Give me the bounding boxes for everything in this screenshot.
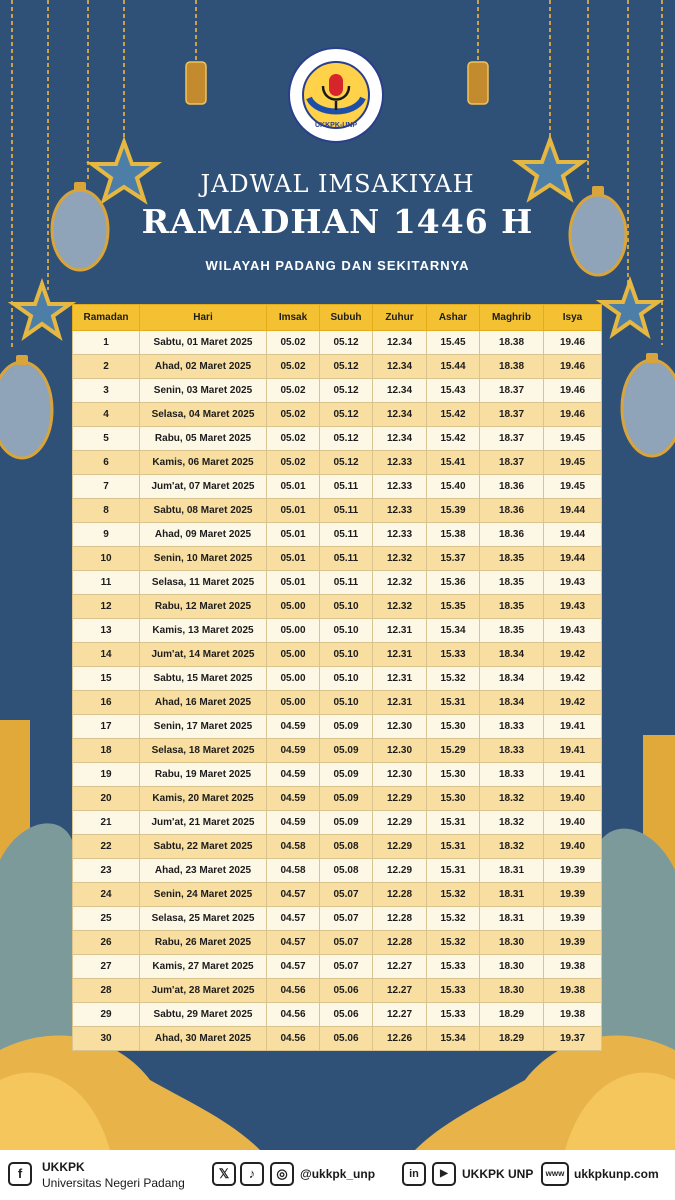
cell-subuh: 05.12 xyxy=(320,403,373,427)
cell-hari: Selasa, 25 Maret 2025 xyxy=(140,907,267,931)
cell-isya: 19.46 xyxy=(544,379,602,403)
cell-ashar: 15.32 xyxy=(427,931,480,955)
cell-ashar: 15.31 xyxy=(427,691,480,715)
col-header-hari: Hari xyxy=(140,305,267,331)
table-row xyxy=(73,1003,602,1027)
cell-ashar: 15.41 xyxy=(427,451,480,475)
table-row xyxy=(73,427,602,451)
cell-maghrib: 18.32 xyxy=(480,835,544,859)
cell-zuhur: 12.30 xyxy=(373,763,427,787)
cell-isya: 19.46 xyxy=(544,403,602,427)
cell-zuhur: 12.26 xyxy=(373,1027,427,1051)
cell-zuhur: 12.29 xyxy=(373,787,427,811)
cell-isya: 19.41 xyxy=(544,763,602,787)
cell-zuhur: 12.31 xyxy=(373,667,427,691)
cell-ramadan-day: 23 xyxy=(73,859,140,883)
cell-subuh: 05.09 xyxy=(320,739,373,763)
footer xyxy=(0,1150,675,1200)
table-row xyxy=(73,739,602,763)
cell-imsak: 04.59 xyxy=(267,811,320,835)
cell-ramadan-day: 6 xyxy=(73,451,140,475)
cell-isya: 19.45 xyxy=(544,451,602,475)
cell-maghrib: 18.33 xyxy=(480,763,544,787)
cell-zuhur: 12.30 xyxy=(373,739,427,763)
cell-maghrib: 18.31 xyxy=(480,883,544,907)
footer-website[interactable]: ukkpkunp.com xyxy=(574,1167,659,1181)
cell-ashar: 15.45 xyxy=(427,331,480,355)
cell-isya: 19.39 xyxy=(544,883,602,907)
col-header-subuh: Subuh xyxy=(320,305,373,331)
cell-isya: 19.44 xyxy=(544,523,602,547)
cell-hari: Jum'at, 07 Maret 2025 xyxy=(140,475,267,499)
cell-maghrib: 18.29 xyxy=(480,1003,544,1027)
cell-hari: Rabu, 19 Maret 2025 xyxy=(140,763,267,787)
cell-isya: 19.39 xyxy=(544,859,602,883)
cell-maghrib: 18.34 xyxy=(480,691,544,715)
table-row xyxy=(73,643,602,667)
cell-ramadan-day: 7 xyxy=(73,475,140,499)
cell-subuh: 05.09 xyxy=(320,811,373,835)
cell-ashar: 15.44 xyxy=(427,355,480,379)
cell-ramadan-day: 26 xyxy=(73,931,140,955)
cell-ramadan-day: 19 xyxy=(73,763,140,787)
cell-ramadan-day: 1 xyxy=(73,331,140,355)
cell-maghrib: 18.35 xyxy=(480,619,544,643)
cell-ashar: 15.31 xyxy=(427,835,480,859)
table-row xyxy=(73,451,602,475)
linkedin-icon[interactable]: in xyxy=(402,1162,426,1186)
cell-hari: Sabtu, 01 Maret 2025 xyxy=(140,331,267,355)
cell-isya: 19.46 xyxy=(544,331,602,355)
table-row xyxy=(73,379,602,403)
cell-zuhur: 12.32 xyxy=(373,571,427,595)
cell-ashar: 15.42 xyxy=(427,403,480,427)
cell-isya: 19.40 xyxy=(544,835,602,859)
cell-ashar: 15.30 xyxy=(427,715,480,739)
table-row xyxy=(73,475,602,499)
cell-zuhur: 12.31 xyxy=(373,643,427,667)
cell-imsak: 04.57 xyxy=(267,955,320,979)
cell-maghrib: 18.32 xyxy=(480,811,544,835)
table-row xyxy=(73,931,602,955)
cell-isya: 19.39 xyxy=(544,931,602,955)
cell-zuhur: 12.33 xyxy=(373,499,427,523)
cell-zuhur: 12.34 xyxy=(373,355,427,379)
cell-imsak: 05.01 xyxy=(267,475,320,499)
cell-imsak: 04.57 xyxy=(267,931,320,955)
cell-imsak: 05.00 xyxy=(267,643,320,667)
table-row xyxy=(73,523,602,547)
cell-isya: 19.38 xyxy=(544,1003,602,1027)
cell-maghrib: 18.36 xyxy=(480,475,544,499)
cell-maghrib: 18.30 xyxy=(480,931,544,955)
table-row xyxy=(73,787,602,811)
table-row xyxy=(73,667,602,691)
table-row xyxy=(73,331,602,355)
table-row xyxy=(73,763,602,787)
cell-ramadan-day: 9 xyxy=(73,523,140,547)
cell-zuhur: 12.28 xyxy=(373,907,427,931)
cell-zuhur: 12.34 xyxy=(373,427,427,451)
cell-subuh: 05.08 xyxy=(320,835,373,859)
cell-maghrib: 18.37 xyxy=(480,379,544,403)
cell-maghrib: 18.30 xyxy=(480,955,544,979)
cell-isya: 19.44 xyxy=(544,547,602,571)
cell-maghrib: 18.34 xyxy=(480,667,544,691)
cell-ramadan-day: 30 xyxy=(73,1027,140,1051)
table-row xyxy=(73,619,602,643)
cell-zuhur: 12.32 xyxy=(373,595,427,619)
cell-hari: Senin, 24 Maret 2025 xyxy=(140,883,267,907)
facebook-icon[interactable]: f xyxy=(8,1162,32,1186)
cell-ashar: 15.32 xyxy=(427,667,480,691)
cell-subuh: 05.11 xyxy=(320,547,373,571)
cell-subuh: 05.12 xyxy=(320,379,373,403)
cell-imsak: 05.02 xyxy=(267,451,320,475)
cell-imsak: 04.56 xyxy=(267,1003,320,1027)
cell-ramadan-day: 13 xyxy=(73,619,140,643)
cell-maghrib: 18.38 xyxy=(480,355,544,379)
cell-imsak: 05.02 xyxy=(267,355,320,379)
cell-subuh: 05.09 xyxy=(320,763,373,787)
cell-hari: Selasa, 04 Maret 2025 xyxy=(140,403,267,427)
cell-ramadan-day: 16 xyxy=(73,691,140,715)
cell-maghrib: 18.35 xyxy=(480,547,544,571)
table-row xyxy=(73,547,602,571)
footer-university: Universitas Negeri Padang xyxy=(42,1176,185,1190)
cell-imsak: 04.56 xyxy=(267,1027,320,1051)
cell-isya: 19.44 xyxy=(544,499,602,523)
cell-imsak: 05.00 xyxy=(267,595,320,619)
cell-isya: 19.41 xyxy=(544,739,602,763)
cell-isya: 19.40 xyxy=(544,787,602,811)
cell-isya: 19.45 xyxy=(544,427,602,451)
cell-maghrib: 18.37 xyxy=(480,451,544,475)
cell-hari: Rabu, 26 Maret 2025 xyxy=(140,931,267,955)
col-header-maghrib: Maghrib xyxy=(480,305,544,331)
cell-zuhur: 12.27 xyxy=(373,979,427,1003)
table-row xyxy=(73,691,602,715)
cell-subuh: 05.12 xyxy=(320,331,373,355)
cell-ramadan-day: 24 xyxy=(73,883,140,907)
cell-maghrib: 18.35 xyxy=(480,595,544,619)
col-header-ashar: Ashar xyxy=(427,305,480,331)
cell-isya: 19.42 xyxy=(544,691,602,715)
cell-hari: Rabu, 05 Maret 2025 xyxy=(140,427,267,451)
cell-subuh: 05.07 xyxy=(320,907,373,931)
cell-ashar: 15.32 xyxy=(427,883,480,907)
cell-subuh: 05.09 xyxy=(320,787,373,811)
cell-ramadan-day: 4 xyxy=(73,403,140,427)
table-row xyxy=(73,595,602,619)
table-row xyxy=(73,1027,602,1051)
cell-subuh: 05.10 xyxy=(320,619,373,643)
cell-maghrib: 18.37 xyxy=(480,427,544,451)
cell-ramadan-day: 18 xyxy=(73,739,140,763)
cell-zuhur: 12.32 xyxy=(373,547,427,571)
cell-isya: 19.42 xyxy=(544,667,602,691)
table-row xyxy=(73,355,602,379)
cell-imsak: 05.00 xyxy=(267,619,320,643)
cell-imsak: 05.00 xyxy=(267,691,320,715)
cell-zuhur: 12.27 xyxy=(373,955,427,979)
col-header-isya: Isya xyxy=(544,305,602,331)
cell-ashar: 15.43 xyxy=(427,379,480,403)
cell-maghrib: 18.36 xyxy=(480,523,544,547)
cell-imsak: 05.00 xyxy=(267,667,320,691)
cell-ashar: 15.39 xyxy=(427,499,480,523)
cell-imsak: 05.01 xyxy=(267,571,320,595)
cell-maghrib: 18.32 xyxy=(480,787,544,811)
cell-subuh: 05.12 xyxy=(320,355,373,379)
cell-hari: Jum'at, 21 Maret 2025 xyxy=(140,811,267,835)
cell-ramadan-day: 3 xyxy=(73,379,140,403)
cell-imsak: 04.59 xyxy=(267,715,320,739)
cell-zuhur: 12.28 xyxy=(373,931,427,955)
cell-maghrib: 18.37 xyxy=(480,403,544,427)
cell-hari: Selasa, 18 Maret 2025 xyxy=(140,739,267,763)
cell-subuh: 05.06 xyxy=(320,1003,373,1027)
subtitle: WILAYAH PADANG DAN SEKITARNYA xyxy=(205,258,470,273)
cell-zuhur: 12.30 xyxy=(373,715,427,739)
cell-ashar: 15.33 xyxy=(427,955,480,979)
cell-imsak: 04.59 xyxy=(267,763,320,787)
cell-ramadan-day: 20 xyxy=(73,787,140,811)
table-row xyxy=(73,811,602,835)
col-header-zuhur: Zuhur xyxy=(373,305,427,331)
x-icon[interactable]: 𝕏 xyxy=(212,1162,236,1186)
cell-maghrib: 18.34 xyxy=(480,643,544,667)
cell-maghrib: 18.38 xyxy=(480,331,544,355)
cell-hari: Senin, 10 Maret 2025 xyxy=(140,547,267,571)
instagram-icon[interactable]: ◎ xyxy=(270,1162,294,1186)
cell-subuh: 05.09 xyxy=(320,715,373,739)
table-row xyxy=(73,859,602,883)
cell-hari: Sabtu, 08 Maret 2025 xyxy=(140,499,267,523)
cell-imsak: 05.02 xyxy=(267,331,320,355)
cell-ashar: 15.38 xyxy=(427,523,480,547)
cell-imsak: 04.58 xyxy=(267,835,320,859)
cell-imsak: 05.02 xyxy=(267,403,320,427)
logo-text: UKKPK-UNP xyxy=(315,122,357,129)
cell-isya: 19.45 xyxy=(544,475,602,499)
cell-imsak: 05.02 xyxy=(267,379,320,403)
youtube-icon[interactable]: ▶ xyxy=(432,1162,456,1186)
cell-ramadan-day: 14 xyxy=(73,643,140,667)
cell-ashar: 15.42 xyxy=(427,427,480,451)
cell-maghrib: 18.35 xyxy=(480,571,544,595)
cell-ramadan-day: 29 xyxy=(73,1003,140,1027)
cell-isya: 19.42 xyxy=(544,643,602,667)
cell-hari: Ahad, 16 Maret 2025 xyxy=(140,691,267,715)
cell-zuhur: 12.29 xyxy=(373,859,427,883)
cell-imsak: 04.59 xyxy=(267,739,320,763)
cell-ashar: 15.33 xyxy=(427,979,480,1003)
cell-ashar: 15.31 xyxy=(427,811,480,835)
cell-hari: Kamis, 20 Maret 2025 xyxy=(140,787,267,811)
cell-maghrib: 18.31 xyxy=(480,907,544,931)
cell-ashar: 15.37 xyxy=(427,547,480,571)
cell-hari: Selasa, 11 Maret 2025 xyxy=(140,571,267,595)
cell-hari: Ahad, 02 Maret 2025 xyxy=(140,355,267,379)
cell-subuh: 05.11 xyxy=(320,475,373,499)
cell-ashar: 15.33 xyxy=(427,1003,480,1027)
cell-ashar: 15.34 xyxy=(427,1027,480,1051)
cell-hari: Kamis, 06 Maret 2025 xyxy=(140,451,267,475)
table-row xyxy=(73,499,602,523)
cell-isya: 19.39 xyxy=(544,907,602,931)
table-row xyxy=(73,907,602,931)
cell-hari: Kamis, 13 Maret 2025 xyxy=(140,619,267,643)
cell-imsak: 04.58 xyxy=(267,859,320,883)
cell-subuh: 05.12 xyxy=(320,451,373,475)
cell-zuhur: 12.34 xyxy=(373,403,427,427)
table-row xyxy=(73,955,602,979)
cell-subuh: 05.11 xyxy=(320,499,373,523)
cell-hari: Jum'at, 28 Maret 2025 xyxy=(140,979,267,1003)
cell-imsak: 04.57 xyxy=(267,883,320,907)
cell-hari: Sabtu, 29 Maret 2025 xyxy=(140,1003,267,1027)
tiktok-icon[interactable]: ♪ xyxy=(240,1162,264,1186)
cell-ramadan-day: 15 xyxy=(73,667,140,691)
cell-maghrib: 18.33 xyxy=(480,739,544,763)
table-header-row xyxy=(73,305,602,331)
cell-imsak: 04.59 xyxy=(267,787,320,811)
cell-ashar: 15.35 xyxy=(427,595,480,619)
cell-zuhur: 12.27 xyxy=(373,1003,427,1027)
table-row xyxy=(73,979,602,1003)
cell-zuhur: 12.28 xyxy=(373,883,427,907)
cell-ashar: 15.33 xyxy=(427,643,480,667)
cell-isya: 19.46 xyxy=(544,355,602,379)
footer-org-name: UKKPK xyxy=(42,1160,85,1174)
cell-subuh: 05.11 xyxy=(320,523,373,547)
cell-imsak: 04.57 xyxy=(267,907,320,931)
table-row xyxy=(73,883,602,907)
cell-hari: Kamis, 27 Maret 2025 xyxy=(140,955,267,979)
table-row xyxy=(73,571,602,595)
cell-imsak: 04.56 xyxy=(267,979,320,1003)
cell-isya: 19.43 xyxy=(544,571,602,595)
cell-isya: 19.38 xyxy=(544,955,602,979)
cell-hari: Jum'at, 14 Maret 2025 xyxy=(140,643,267,667)
cell-ashar: 15.31 xyxy=(427,859,480,883)
table-row xyxy=(73,403,602,427)
cell-ramadan-day: 21 xyxy=(73,811,140,835)
cell-zuhur: 12.31 xyxy=(373,619,427,643)
col-header-imsak: Imsak xyxy=(267,305,320,331)
cell-hari: Sabtu, 15 Maret 2025 xyxy=(140,667,267,691)
cell-maghrib: 18.33 xyxy=(480,715,544,739)
cell-maghrib: 18.31 xyxy=(480,859,544,883)
cell-zuhur: 12.33 xyxy=(373,523,427,547)
cell-ramadan-day: 8 xyxy=(73,499,140,523)
cell-zuhur: 12.29 xyxy=(373,811,427,835)
table-row xyxy=(73,715,602,739)
cell-ramadan-day: 25 xyxy=(73,907,140,931)
cell-subuh: 05.06 xyxy=(320,979,373,1003)
title-line-1: JADWAL IMSAKIYAH xyxy=(200,170,475,198)
cell-hari: Senin, 17 Maret 2025 xyxy=(140,715,267,739)
cell-ashar: 15.30 xyxy=(427,787,480,811)
cell-zuhur: 12.34 xyxy=(373,331,427,355)
title-line-2: RAMADHAN 1446 H xyxy=(141,202,534,241)
cell-zuhur: 12.34 xyxy=(373,379,427,403)
cell-ashar: 15.34 xyxy=(427,619,480,643)
cell-ramadan-day: 17 xyxy=(73,715,140,739)
cell-ramadan-day: 5 xyxy=(73,427,140,451)
cell-imsak: 05.02 xyxy=(267,427,320,451)
cell-subuh: 05.10 xyxy=(320,595,373,619)
cell-ramadan-day: 22 xyxy=(73,835,140,859)
cell-ramadan-day: 11 xyxy=(73,571,140,595)
ukkpk-logo xyxy=(287,46,385,144)
cell-subuh: 05.07 xyxy=(320,955,373,979)
cell-isya: 19.43 xyxy=(544,595,602,619)
cell-ramadan-day: 2 xyxy=(73,355,140,379)
cell-ashar: 15.32 xyxy=(427,907,480,931)
col-header-ramadan: Ramadan xyxy=(73,305,140,331)
cell-hari: Senin, 03 Maret 2025 xyxy=(140,379,267,403)
cell-isya: 19.41 xyxy=(544,715,602,739)
cell-ramadan-day: 12 xyxy=(73,595,140,619)
cell-hari: Ahad, 23 Maret 2025 xyxy=(140,859,267,883)
table-row xyxy=(73,835,602,859)
cell-zuhur: 12.29 xyxy=(373,835,427,859)
cell-zuhur: 12.31 xyxy=(373,691,427,715)
cell-subuh: 05.10 xyxy=(320,643,373,667)
cell-maghrib: 18.36 xyxy=(480,499,544,523)
cell-hari: Rabu, 12 Maret 2025 xyxy=(140,595,267,619)
cell-zuhur: 12.33 xyxy=(373,475,427,499)
imsakiyah-table xyxy=(72,304,601,1051)
cell-ramadan-day: 27 xyxy=(73,955,140,979)
cell-isya: 19.38 xyxy=(544,979,602,1003)
footer-social-handle[interactable]: @ukkpk_unp xyxy=(300,1167,376,1181)
cell-ramadan-day: 10 xyxy=(73,547,140,571)
cell-ashar: 15.36 xyxy=(427,571,480,595)
cell-imsak: 05.01 xyxy=(267,499,320,523)
cell-ashar: 15.30 xyxy=(427,763,480,787)
footer-channel-name[interactable]: UKKPK UNP xyxy=(462,1167,534,1181)
cell-subuh: 05.08 xyxy=(320,859,373,883)
cell-subuh: 05.11 xyxy=(320,571,373,595)
cell-hari: Ahad, 09 Maret 2025 xyxy=(140,523,267,547)
cell-ashar: 15.29 xyxy=(427,739,480,763)
cell-subuh: 05.07 xyxy=(320,883,373,907)
cell-imsak: 05.01 xyxy=(267,523,320,547)
cell-imsak: 05.01 xyxy=(267,547,320,571)
cell-subuh: 05.10 xyxy=(320,691,373,715)
www-icon[interactable]: www xyxy=(541,1162,569,1186)
cell-maghrib: 18.29 xyxy=(480,1027,544,1051)
cell-ashar: 15.40 xyxy=(427,475,480,499)
cell-subuh: 05.10 xyxy=(320,667,373,691)
cell-isya: 19.40 xyxy=(544,811,602,835)
cell-hari: Sabtu, 22 Maret 2025 xyxy=(140,835,267,859)
cell-subuh: 05.07 xyxy=(320,931,373,955)
cell-ramadan-day: 28 xyxy=(73,979,140,1003)
cell-maghrib: 18.30 xyxy=(480,979,544,1003)
cell-subuh: 05.12 xyxy=(320,427,373,451)
cell-isya: 19.43 xyxy=(544,619,602,643)
cell-zuhur: 12.33 xyxy=(373,451,427,475)
cell-hari: Ahad, 30 Maret 2025 xyxy=(140,1027,267,1051)
cell-isya: 19.37 xyxy=(544,1027,602,1051)
cell-subuh: 05.06 xyxy=(320,1027,373,1051)
